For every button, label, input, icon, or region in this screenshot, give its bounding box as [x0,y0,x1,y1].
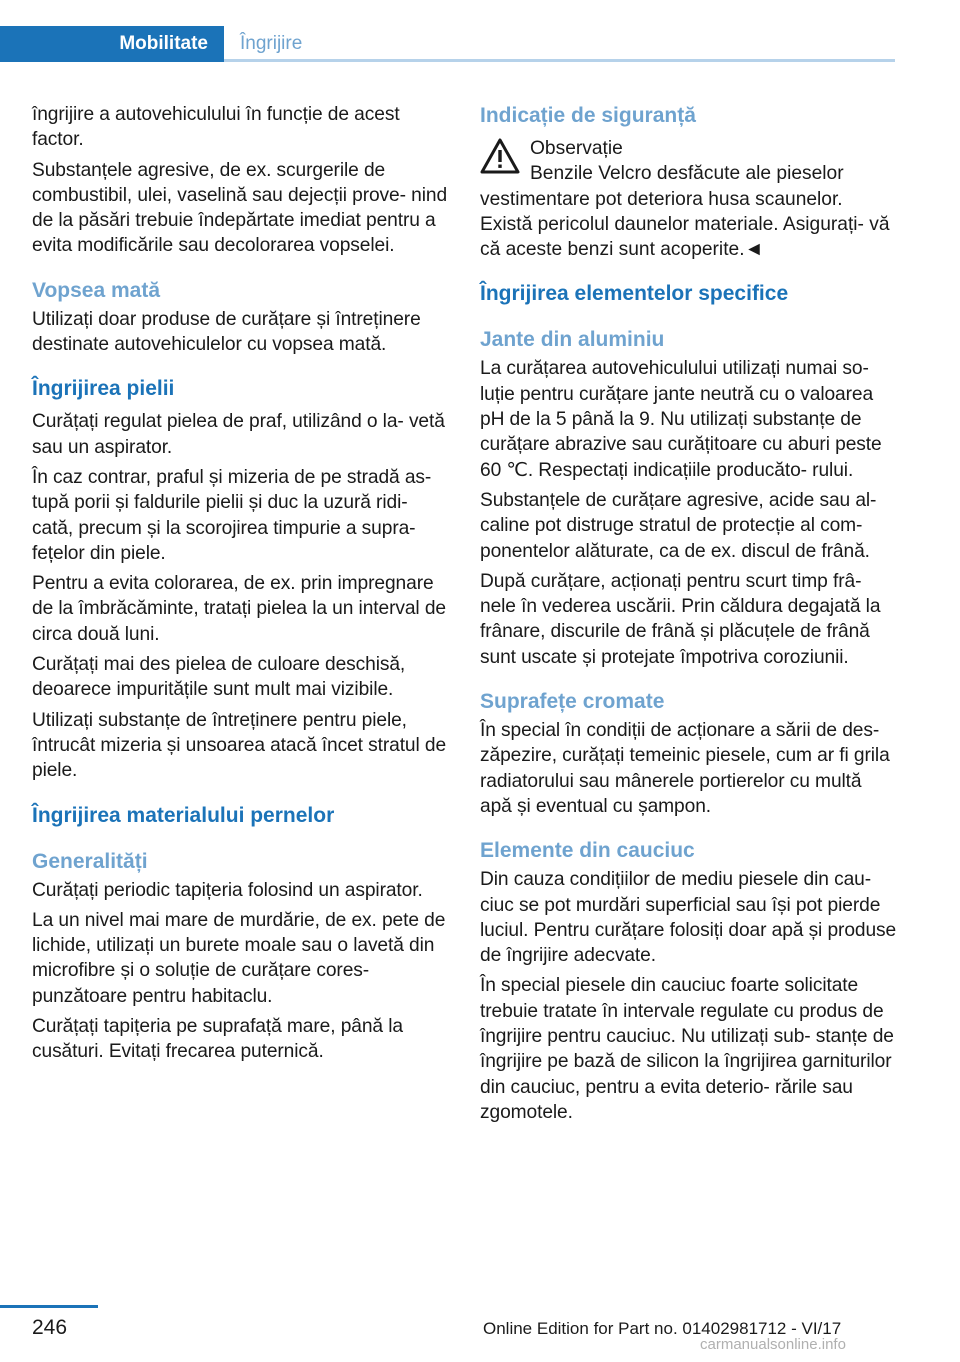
paragraph: Utilizați doar produse de curățare și întreținere destinate autovehiculelor cu vopsea mată. [32,308,421,356]
paragraph: Curățați mai des pielea de culoare deschisă, deoarece impuritățile sunt mult mai vizibile. [32,654,406,701]
subheading-jante-aluminiu: Jante din aluminiu [480,328,665,352]
subheading-indicatie-siguranta: Indicație de siguranță [480,104,696,127]
section-tab-ingrijire: Îngrijire [240,33,303,54]
left-column [32,102,450,1070]
heading-ingrijirea-pielii: Îngrijirea pielii [32,377,175,401]
right-column [480,102,898,1130]
paragraph: Pentru a evita colorarea, de ex. prin impregnare de la îmbrăcăminte, tratați pielea la un interval de circa două luni. [32,573,446,645]
paragraph: La un nivel mai mare de murdărie, de ex. pete de lichide, utilizați un burete moale sau o lavetă din microfibre și o soluție de curățare cores- punzătoare pentru habitaclu. [32,909,446,1007]
paragraph: În caz contrar, praful și mizeria de pe stradă as- tupă porii și faldurile pielii și duc la uzură ridi- cată, precum și la scorojirea timpurie a supra- fețelor din piele. [32,466,432,564]
page-number: 246 [32,1316,68,1339]
header-rule [224,59,895,62]
watermark: carmanualsonline.info [700,1336,846,1353]
paragraph: Curățați periodic tapițeria folosind un aspirator. [32,879,423,901]
subheading-generalitati: Generalități [32,849,148,873]
warning-label: Observație [530,138,623,159]
warning-notice [480,136,898,262]
warning-text: vestimentare pot deteriora husa scaunelor. Există pericolul daunelor materiale. Asigurați- vă că aceste benzi sunt acoperite.◄ [480,188,890,261]
paragraph: În special piesele din cauciuc foarte solicitate trebuie tratate în intervale regulate cu produs de îngrijire pentru cauciuc. Nu utilizați sub- stanțe de îngrijire pe bază de silicon la îngrijirea garniturilor din cauciuc, pentru a evita deterio- rările sau zgomotele. [480,975,894,1123]
heading-ingrijirea-elementelor: Îngrijirea elementelor specifice [480,282,789,306]
page-header [0,0,895,62]
edition-note: Online Edition for Part no. 01402981712 - VI/17 [483,1319,842,1338]
paragraph: La curățarea autovehiculului utilizați numai so- luție pentru curățare jante neutră cu o valoarea pH de la 5 până la 9. Nu utilizați substanțe de curățare abrazive sau curățitoare cu aburi peste 60 ℃. Respectați indicațiile producăto- rului. [480,358,882,481]
subheading-suprafete-cromate: Suprafețe cromate [480,690,665,714]
paragraph: Substanțele agresive, de ex. scurgerile de combustibil, ulei, vaselină sau dejecții prove- nind de la păsări trebuie îndepărtate imediat pentru a evita modificările sau decolorarea vopselei. [32,159,448,257]
paragraph: îngrijire a autovehiculului în funcție de acest factor. [32,104,400,151]
paragraph: Din cauza condițiilor de mediu piesele din cau- ciuc se pot murdări superficial sau își pot pierde luciul. Pentru curățare folosiți doar apă și produse de îngrijire adecvate. [480,869,897,967]
footer-rule [0,1305,98,1308]
paragraph: În special în condiții de acționare a sării de des- zăpezire, curățați temeinic piesele, cum ar fi grila radiatorului sau mânerele portierelor cu multă apă și eventual cu șampon. [480,720,890,817]
paragraph: Substanțele de curățare agresive, acide sau al- caline pot distruge stratul de protecție al com- ponentelor alăturate, ca de ex. discul de frână. [480,489,877,562]
chapter-tab-mobilitate: Mobilitate [0,26,224,62]
paragraph: Curățați tapițeria pe suprafață mare, până la cusături. Evitați frecarea puternică. [32,1016,403,1063]
paragraph: Curățați regulat pielea de praf, utilizând o la- vetă sau un aspirator. [32,411,445,458]
subheading-elemente-cauciuc: Elemente din cauciuc [480,839,695,863]
paragraph: Utilizați substanțe de întreținere pentru piele, întrucât mizeria și unsoarea atacă încet stratul de piele. [32,709,447,782]
heading-ingrijirea-pernelor: Îngrijirea materialului pernelor [32,803,335,827]
warning-text-first-line: Benzile Velcro desfăcute ale pieselor [530,163,844,185]
warning-triangle-icon [480,138,520,174]
subheading-vopsea-mata: Vopsea mată [32,278,160,302]
paragraph: După curățare, acționați pentru scurt timp frâ- nele în vederea uscării. Prin căldura degajată la frânare, discurile de frână și plăcuțele de frână sunt uscate și protejate împotriva coroziunii. [480,570,881,668]
